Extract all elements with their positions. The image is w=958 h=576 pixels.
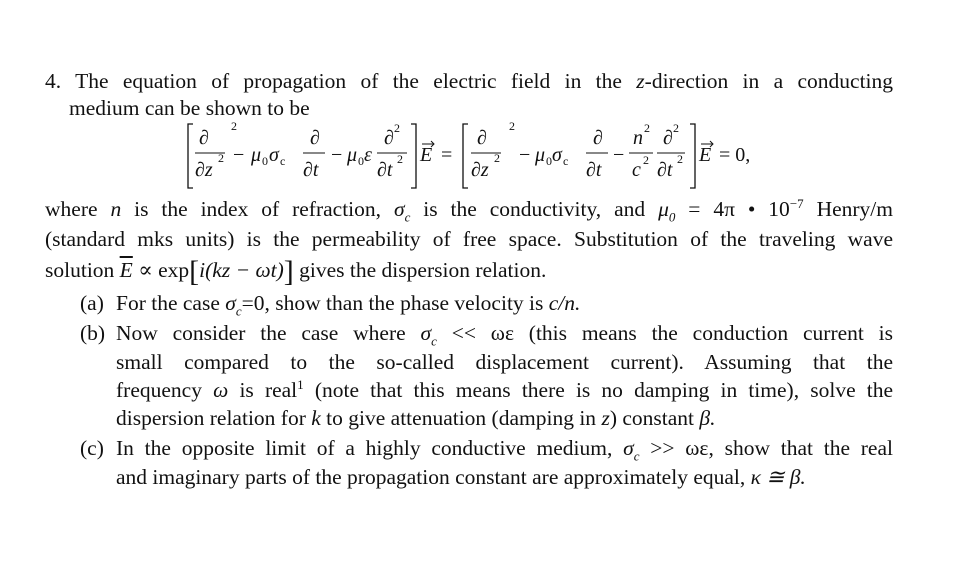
problem-intro-line-1: 4. The equation of propagation of the electric field in the z-direction in a conducting [45,69,894,93]
svg-text:σ: σ [269,144,279,166]
svg-text:c: c [280,154,286,168]
svg-text:E: E [420,144,433,166]
bracket-right-1 [411,124,416,188]
svg-text:μ: μ [347,144,358,166]
e-vector-symbol: $\overline{E}$ [119,258,133,282]
svg-text:∂t: ∂t [377,159,393,181]
svg-text:2: 2 [218,151,224,165]
svg-text:∂: ∂ [384,127,394,149]
solution-line: solution $\overline{E} \propto \exp[i(kz - \omega t)]$ gives the dispersion relation. [45,255,547,288]
svg-text:2: 2 [644,121,650,135]
footnote-marker: 1 [297,376,304,392]
svg-text:∂t: ∂t [303,159,319,181]
svg-text:c: c [563,154,569,168]
svg-text:2: 2 [494,151,500,165]
svg-text:∂: ∂ [477,127,487,149]
svg-text:μ: μ [535,144,546,166]
part-b-line-1: (b) Now consider the case where $\sigma_c << \omega\varepsilon$ (this means the conduction current is [80,321,894,349]
svg-text:0: 0 [262,154,268,168]
svg-text:0: 0 [358,154,364,168]
bracket-right-2 [690,124,695,188]
svg-text:2: 2 [677,152,683,166]
part-c-line-2: and imaginary parts of the propagation constant are approximately equal, κ ≅ β. [116,465,806,489]
svg-text:−: − [331,144,343,166]
svg-text:−: − [233,144,245,166]
svg-text:∂t: ∂t [586,159,602,181]
svg-text:2: 2 [397,152,403,166]
svg-text:2: 2 [394,121,400,135]
svg-text:2: 2 [673,121,679,135]
svg-text:∂z: ∂z [471,159,489,181]
part-b-line-2: small compared to the so-called displacement current). Assuming that the [116,350,893,374]
svg-text:μ: μ [251,144,262,166]
part-b-line-3: frequency ω is real$^1$ (note that this means there is no damping in time), solve the [116,376,894,402]
svg-text:2: 2 [509,119,515,133]
problem-number: 4. [45,69,62,93]
svg-text:∂: ∂ [663,127,673,149]
part-b-label: (b) [80,321,106,345]
svg-text:∂t: ∂t [657,159,673,181]
where-line: where n is the index of refraction, $\sigma_c$ is the conductivity, and $\mu_0 = 4\pi$ • $10^{-7}$ Henry/m [45,195,894,225]
svg-text:∂z: ∂z [195,159,213,181]
part-a-label: (a) [80,291,104,315]
svg-text:∂: ∂ [310,127,320,149]
svg-text:E: E [699,144,712,166]
svg-text:−: − [519,144,531,166]
propagation-equation [185,120,785,192]
sigma-c-symbol: $\sigma_c$ [393,197,411,225]
standard-units-line: (standard mks units) is the permeability of free space. Substitution of the traveling wave [45,227,893,251]
svg-text:=: = [441,144,453,166]
svg-text:∂: ∂ [593,127,603,149]
problem-intro-line-2: medium can be shown to be [69,96,310,120]
svg-text:2: 2 [231,119,237,133]
partial-numerator: ∂ [199,127,209,149]
part-c-line-1: (c) In the opposite limit of a highly conductive medium, $\sigma_c >> \omega\varepsilon$, show that the real [80,436,893,464]
bracket-left-2 [463,124,468,188]
part-c-label: (c) [80,436,104,460]
part-a: (a) For the case $\sigma_c=0$, show than the phase velocity is c/n. [80,291,581,319]
svg-text:n: n [633,127,643,149]
svg-text:2: 2 [643,153,649,167]
svg-text:ε: ε [364,144,372,166]
equation-graphic [185,120,785,192]
svg-text:c: c [632,159,641,181]
svg-text:0: 0 [546,154,552,168]
svg-text:−: − [613,144,625,166]
part-b-line-4: dispersion relation for k to give attenuation (damping in z) constant β. [116,406,716,430]
svg-text:σ: σ [552,144,562,166]
mu0-symbol: $\mu_0$ [658,197,676,225]
bracket-left-1 [188,124,193,188]
svg-text:= 0,: = 0, [719,144,751,166]
